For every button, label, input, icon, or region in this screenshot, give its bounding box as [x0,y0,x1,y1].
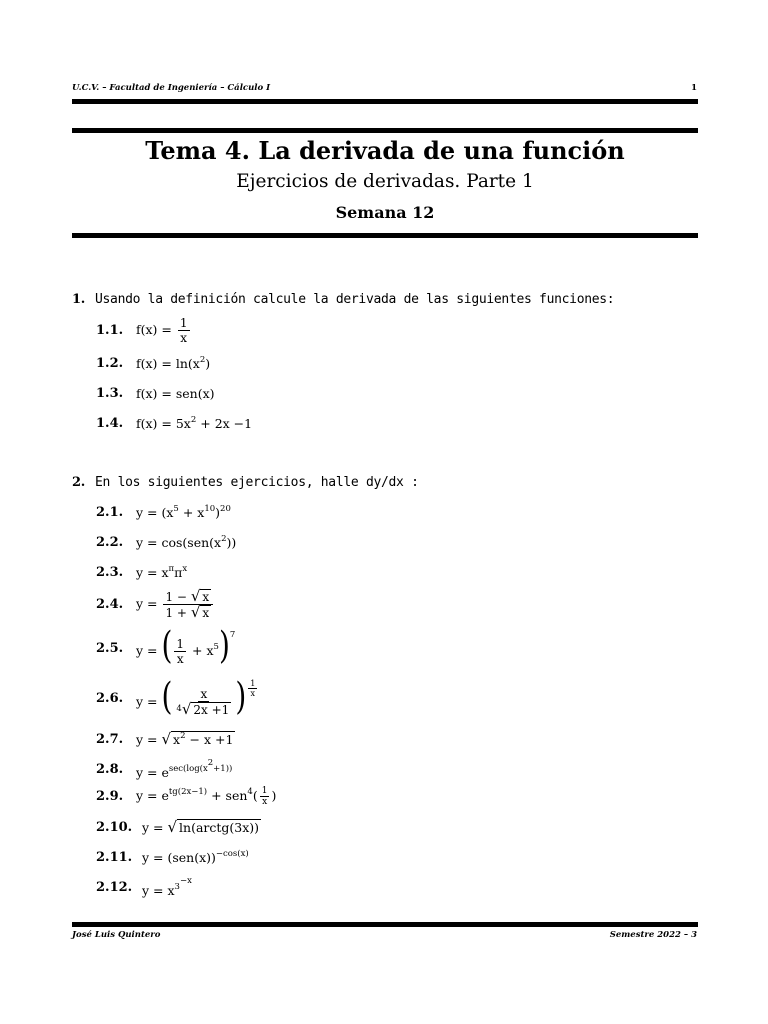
exercise-2-3 [96,560,187,584]
formula: y = $\frac{1 - √ x}{1 + √ x}$ [136,589,215,620]
exercise-2-9 [96,784,276,808]
page-header [72,83,697,97]
formula: $y = x^\pi\pi^x$ [136,564,188,580]
footer-author: José Luis Quintero [72,930,161,940]
exercise-1-3 [96,381,215,405]
exercise-2-12 [96,875,192,899]
formula: y = ( $\frac{x}{^4√ 2x +1}$ ) $\frac{1}{x}$ [136,673,256,719]
exercise-2-11 [96,845,249,869]
exercise-number: 1.1. [96,322,124,338]
exercise-number: 2.8. [96,761,124,777]
exercise-2-7 [96,727,235,751]
exercise-number: 2.3. [96,564,124,580]
footer-rule [72,922,698,927]
formula: $y = (x^5 + x^{10})^{20}$ [136,504,231,520]
page-number: 1 [691,83,697,93]
formula: y = ( $\frac{1}{x}$ + $x^5)^7$ [136,623,236,668]
formula: f(x) = sen(x) [136,385,215,401]
exercise-number: 1.4. [96,415,124,431]
formula: $y = \cos(sen(x^2))$ [136,534,237,550]
exercise-2-6 [96,673,259,720]
exercise-number: 1.3. [96,385,124,401]
exercise-number: 2.11. [96,849,133,865]
question-1-number: 1. [72,292,85,307]
formula: y = √ ln(arctg(3x)) [142,818,260,836]
exercise-number: 2.7. [96,731,124,747]
exercise-number: 2.12. [96,879,133,895]
page-title: Tema 4. La derivada de una función [145,136,625,165]
formula: $y = e^{tg(2x-1)} + sen^4$( $\frac{1}{x}$ ) [136,785,277,807]
question-1-text: Usando la definición calcule la derivada de las siguientes funciones: [94,292,615,307]
formula: $y = e^{sec(log(x^2+1))}$ [136,758,233,780]
exercise-2-4 [96,587,215,621]
header-rule [72,99,698,104]
exercise-number: 2.5. [96,640,124,656]
footer-semester: Semestre 2022 – 3 [609,930,697,940]
exercise-1-2 [96,351,210,375]
formula: $y = (sen(x))^{-cos(x)}$ [142,849,249,865]
exercise-number: 2.2. [96,534,124,550]
formula: y = √ $x^2 - x +1$ [136,730,234,748]
title-bottom-rule [72,233,698,238]
exercise-2-2 [96,530,236,554]
exercise-1-4 [96,411,252,435]
exercise-number: 2.10. [96,819,133,835]
exercise-number: 2.6. [96,690,124,706]
exercise-2-5 [96,623,236,668]
exercise-2-8 [96,757,232,781]
exercise-number: 2.9. [96,788,124,804]
exercise-2-1 [96,500,231,524]
exercise-number: 2.4. [96,596,124,612]
formula: $f(x) = 5x^2 + 2x -1$ [136,415,253,431]
page-subtitle: Ejercicios de derivadas. Parte 1 [236,171,534,192]
question-2 [72,475,419,490]
title-top-rule [72,128,698,133]
formula: $y = x^{3^{-x}}$ [142,876,192,898]
question-1 [72,292,614,307]
week-label: Semana 12 [335,203,435,222]
formula: $f(x) = \ln(x^2)$ [136,355,211,371]
formula: f(x) = $\frac{1}{x}$ [136,315,188,345]
header-course: U.C.V. – Facultad de Ingeniería – Cálculo I [72,83,271,93]
exercise-2-10 [96,815,261,839]
exercise-number: 1.2. [96,355,124,371]
question-2-text: En los siguientes ejercicios, halle dy/dx : [94,475,419,490]
exercise-number: 2.1. [96,504,124,520]
exercise-1-1 [96,315,192,345]
question-2-number: 2. [72,475,85,490]
